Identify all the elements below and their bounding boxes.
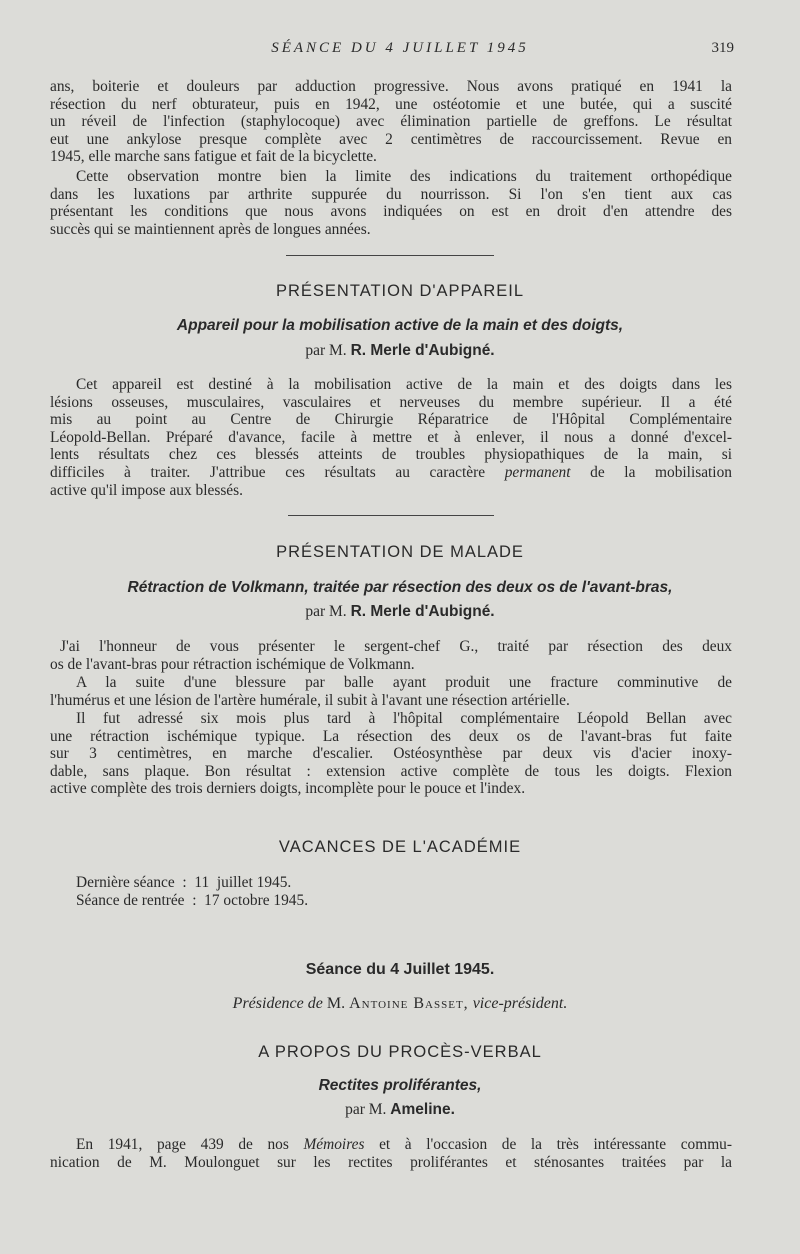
author-name: R. Merle d'Aubigné. bbox=[350, 342, 495, 359]
article-title-volkmann: Rétraction de Volkmann, traitée par résection des deux os de l'avant-bras, bbox=[127, 579, 673, 596]
article-title-rectites: Rectites proliférantes, bbox=[318, 1077, 482, 1094]
text-line: dans les luxations par arthrite suppurée du nourrisson. Si l'on s'en tient aux cas bbox=[50, 185, 732, 203]
session-presidence bbox=[0, 995, 800, 1013]
text-line: os de l'avant-bras pour rétraction ischémique de Volkmann. bbox=[50, 655, 415, 673]
rectites-body bbox=[50, 1136, 732, 1171]
text-line: active qu'il impose aux blessés. bbox=[50, 481, 243, 499]
text-line: sur 3 centimètres, en marche d'escalier. Ostéosynthèse par deux vis d'acier inoxy- bbox=[50, 745, 732, 763]
emphasis-text: Mémoires bbox=[303, 1136, 365, 1153]
text-line: résection du nerf obturateur, puis en 1942, une ostéotomie et une butée, qui a suscité bbox=[50, 95, 732, 113]
text-line: Il fut adressé six mois plus tard à l'hôpital complémentaire Léopold Bellan avec bbox=[76, 710, 732, 727]
volkmann-paragraph-3 bbox=[50, 710, 732, 798]
volkmann-paragraph-1 bbox=[50, 638, 732, 673]
text-line: eut une ankylose presque complète avec 2 centimètres de raccourcissement. Revue en bbox=[50, 130, 732, 148]
text-line: présentant les conditions que nous avons indiquées on est en droit d'en attendre des bbox=[50, 203, 732, 221]
president-name: Antoine Basset, bbox=[349, 995, 469, 1012]
text-line: active complète des trois derniers doigts, incomplète pour le pouce et l'index. bbox=[50, 780, 526, 798]
text-line: l'humérus et une lésion de l'artère humérale, il subit à l'avant une résection artérielle. bbox=[50, 691, 570, 709]
text-line bbox=[50, 1136, 732, 1154]
text-line: nication de M. Moulonguet sur les rectites proliférantes et sténosantes traitées par la bbox=[50, 1153, 732, 1171]
text-line bbox=[50, 464, 732, 482]
text-line: Cette observation montre bien la limite des indications du traitement orthopédique bbox=[76, 168, 732, 185]
intro-paragraph-1 bbox=[50, 78, 732, 166]
emphasis-text: permanent bbox=[504, 463, 571, 481]
appareil-body bbox=[50, 376, 732, 499]
author-name: Ameline. bbox=[390, 1101, 455, 1118]
byline-prefix: par M. bbox=[305, 342, 347, 359]
author-byline bbox=[0, 1101, 800, 1119]
volkmann-paragraph-2 bbox=[50, 674, 732, 709]
text-segment: En 1941, page 439 de nos bbox=[76, 1136, 289, 1153]
author-byline bbox=[0, 603, 800, 621]
section-heading-malade: PRÉSENTATION DE MALADE bbox=[276, 543, 524, 561]
text-line: succès qui se maintiennent après de longues années. bbox=[50, 220, 371, 238]
intro-paragraph-2 bbox=[50, 168, 732, 238]
text-line: ans, boiterie et douleurs par adduction progressive. Nous avons pratiqué en 1941 la bbox=[50, 78, 732, 95]
presidence-m: M. bbox=[326, 995, 346, 1012]
text-line: Léopold-Bellan. Préparé d'avance, facile à mettre et à enlever, il nous a donné d'excel- bbox=[50, 428, 732, 446]
text-line: mis au point au Centre de Chirurgie Réparatrice de l'Hôpital Complémentaire bbox=[50, 411, 732, 429]
text-line: Cet appareil est destiné à la mobilisation active de la main et des doigts dans les bbox=[76, 376, 732, 393]
text-segment: difficiles à traiter. J'attribue ces résultats au caractère bbox=[50, 463, 486, 481]
text-line: lents résultats chez ces blessés atteints de troubles physiopathiques de la main, si bbox=[50, 446, 732, 464]
text-line: lésions osseuses, musculaires, vasculaires et nerveuses du membre supérieur. Il a été bbox=[50, 393, 732, 411]
text-segment: et à l'occasion de la très intéressante commu- bbox=[379, 1136, 732, 1153]
presidence-label: Présidence de bbox=[232, 995, 323, 1012]
byline-prefix: par M. bbox=[345, 1101, 387, 1118]
vacances-line-rentree: Séance de rentrée : 17 octobre 1945. bbox=[76, 892, 309, 909]
session-title: Séance du 4 Juillet 1945. bbox=[305, 961, 495, 978]
article-title-appareil: Appareil pour la mobilisation active de la main et des doigts, bbox=[176, 317, 624, 334]
running-header bbox=[0, 40, 800, 62]
author-name: R. Merle d'Aubigné. bbox=[350, 603, 495, 620]
text-line: un réveil de l'infection (staphylocoque) avec élimination partielle de greffons. Le résultat bbox=[50, 113, 732, 131]
text-line: 1945, elle marche sans fatigue et fait de la bicyclette. bbox=[50, 148, 377, 166]
section-heading-appareil: PRÉSENTATION D'APPAREIL bbox=[275, 282, 525, 300]
byline-prefix: par M. bbox=[305, 603, 347, 620]
section-heading-vacances: VACANCES DE L'ACADÉMIE bbox=[278, 838, 522, 856]
text-line: J'ai l'honneur de vous présenter le sergent-chef G., traité par résection des deux bbox=[60, 638, 732, 655]
author-byline bbox=[0, 342, 800, 360]
text-line: A la suite d'une blessure par balle ayant produit une fracture comminutive de bbox=[76, 674, 732, 691]
text-line: une rétraction ischémique typique. La résection des deux os de l'avant-bras fut faite bbox=[50, 727, 732, 745]
section-heading-proces-verbal: A PROPOS DU PROCÈS-VERBAL bbox=[258, 1043, 542, 1061]
running-title: SÉANCE DU 4 JUILLET 1945 bbox=[271, 40, 529, 56]
vacances-line-derniere: Dernière séance : 11 juillet 1945. bbox=[76, 874, 292, 891]
text-line: dable, sans plaque. Bon résultat : extension active complète de tous les doigts. Flexion bbox=[50, 762, 732, 780]
section-divider bbox=[286, 255, 494, 256]
president-role: vice-président. bbox=[472, 995, 568, 1012]
text-segment: de la mobilisation bbox=[590, 463, 732, 481]
page-number: 319 bbox=[711, 40, 734, 56]
section-divider bbox=[288, 515, 494, 516]
